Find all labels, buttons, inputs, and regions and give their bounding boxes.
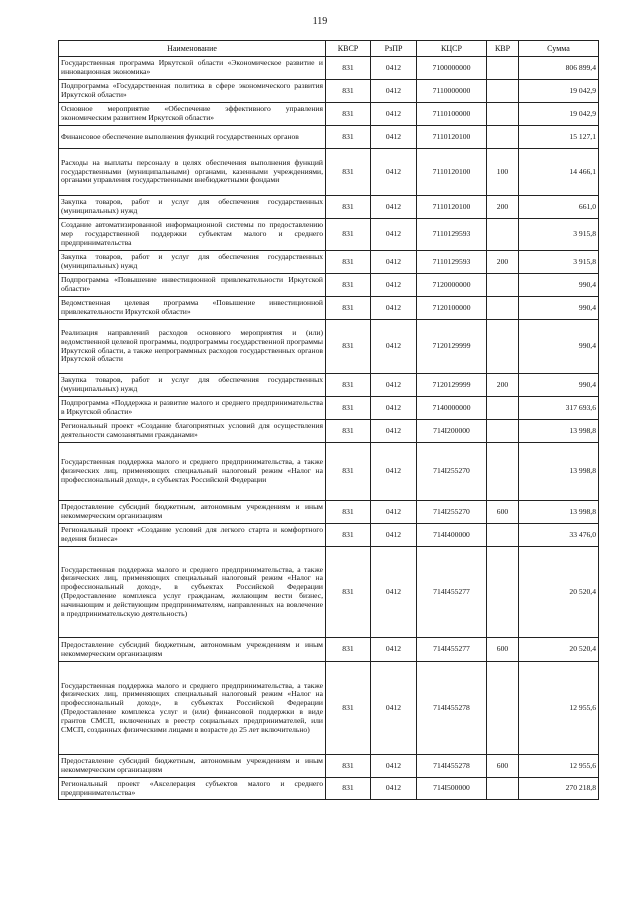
table-row <box>59 103 599 126</box>
cell-kcsr: 714I455278 <box>417 662 487 755</box>
cell-kvsr: 831 <box>326 251 371 274</box>
cell-sum: 13 998,8 <box>519 443 599 501</box>
cell-name: Подпрограмма «Повышение инвестиционной привлекательности Иркутской области» <box>59 274 326 297</box>
cell-name: Закупка товаров, работ и услуг для обеспечения государственных (муниципальных) нужд <box>59 196 326 219</box>
table-row <box>59 196 599 219</box>
table-row <box>59 251 599 274</box>
cell-kvsr: 831 <box>326 443 371 501</box>
cell-kvr <box>487 57 519 80</box>
cell-kcsr: 714I455277 <box>417 547 487 638</box>
cell-kvr <box>487 126 519 149</box>
table-row <box>59 778 599 800</box>
cell-rzpr: 0412 <box>371 397 417 420</box>
table-row <box>59 57 599 80</box>
cell-kcsr: 714I255270 <box>417 501 487 524</box>
cell-kvsr: 831 <box>326 320 371 374</box>
cell-kvsr: 831 <box>326 374 371 397</box>
header-name: Наименование <box>59 41 326 57</box>
cell-sum: 3 915,8 <box>519 219 599 251</box>
cell-rzpr: 0412 <box>371 149 417 196</box>
cell-kcsr: 7100000000 <box>417 57 487 80</box>
cell-name: Предоставление субсидий бюджетным, автономным учреждениям и иным некоммерческим организациям <box>59 501 326 524</box>
cell-sum: 13 998,8 <box>519 501 599 524</box>
table-row <box>59 297 599 320</box>
cell-rzpr: 0412 <box>371 320 417 374</box>
cell-name: Расходы на выплаты персоналу в целях обеспечения выполнения функций государственными (муниципальными) органами, казенными учреждениями, органами управления государственными внебюджетными фондами <box>59 149 326 196</box>
cell-rzpr: 0412 <box>371 374 417 397</box>
cell-kvr: 100 <box>487 149 519 196</box>
cell-kcsr: 714I455277 <box>417 638 487 662</box>
cell-kvsr: 831 <box>326 547 371 638</box>
cell-rzpr: 0412 <box>371 103 417 126</box>
cell-kvr <box>487 297 519 320</box>
header-kvsr: КВСР <box>326 41 371 57</box>
cell-name: Основное мероприятие «Обеспечение эффективного управления экономическим развитием Иркутской области» <box>59 103 326 126</box>
cell-kvsr: 831 <box>326 778 371 800</box>
cell-kvsr: 831 <box>326 274 371 297</box>
cell-sum: 14 466,1 <box>519 149 599 196</box>
cell-rzpr: 0412 <box>371 196 417 219</box>
table-row <box>59 420 599 443</box>
cell-kvsr: 831 <box>326 103 371 126</box>
table-row <box>59 638 599 662</box>
header-kcsr: КЦСР <box>417 41 487 57</box>
cell-kvsr: 831 <box>326 638 371 662</box>
cell-name: Закупка товаров, работ и услуг для обеспечения государственных (муниципальных) нужд <box>59 374 326 397</box>
cell-rzpr: 0412 <box>371 524 417 547</box>
budget-table <box>58 40 599 800</box>
cell-sum: 317 693,6 <box>519 397 599 420</box>
cell-kcsr: 7110120100 <box>417 126 487 149</box>
cell-sum: 661,0 <box>519 196 599 219</box>
cell-kcsr: 7120129999 <box>417 320 487 374</box>
cell-rzpr: 0412 <box>371 638 417 662</box>
cell-rzpr: 0412 <box>371 662 417 755</box>
cell-kvsr: 831 <box>326 297 371 320</box>
table-row <box>59 662 599 755</box>
cell-sum: 990,4 <box>519 297 599 320</box>
table-row <box>59 547 599 638</box>
cell-name: Предоставление субсидий бюджетным, автономным учреждениям и иным некоммерческим организациям <box>59 638 326 662</box>
cell-kvr <box>487 524 519 547</box>
table-row <box>59 274 599 297</box>
cell-kcsr: 7110120100 <box>417 196 487 219</box>
cell-kvsr: 831 <box>326 149 371 196</box>
cell-kvsr: 831 <box>326 126 371 149</box>
cell-kvsr: 831 <box>326 219 371 251</box>
header-kvr: КВР <box>487 41 519 57</box>
header-rzpr: РзПР <box>371 41 417 57</box>
cell-kvr <box>487 103 519 126</box>
cell-kvsr: 831 <box>326 397 371 420</box>
cell-sum: 20 520,4 <box>519 547 599 638</box>
cell-name: Предоставление субсидий бюджетным, автономным учреждениям и иным некоммерческим организациям <box>59 755 326 778</box>
header-sum: Сумма <box>519 41 599 57</box>
cell-sum: 3 915,8 <box>519 251 599 274</box>
cell-kcsr: 7120000000 <box>417 274 487 297</box>
cell-name: Реализация направлений расходов основного мероприятия и (или) ведомственной целевой программы, подпрограммы государственной программы Иркутской области, а также непрограммных расходов государственных органов Иркутской области <box>59 320 326 374</box>
cell-name: Подпрограмма «Поддержка и развитие малого и среднего предпринимательства в Иркутской области» <box>59 397 326 420</box>
cell-sum: 806 899,4 <box>519 57 599 80</box>
cell-kvr: 600 <box>487 638 519 662</box>
cell-kcsr: 714I455278 <box>417 755 487 778</box>
cell-kcsr: 7140000000 <box>417 397 487 420</box>
cell-kcsr: 7110129593 <box>417 251 487 274</box>
table-row <box>59 219 599 251</box>
table-row <box>59 443 599 501</box>
cell-kcsr: 7110000000 <box>417 80 487 103</box>
cell-kvr <box>487 662 519 755</box>
cell-sum: 990,4 <box>519 274 599 297</box>
cell-name: Государственная поддержка малого и среднего предпринимательства, а также физических лиц, применяющих специальный налоговый режим «Налог на профессиональный доход», в субъектах Российской Федерации (Предоставление комплекса услуг гражданам, желающим вести бизнес, начинающим и действующим предпринимателям, направленных на вовлечение в предпринимательскую деятельность) <box>59 547 326 638</box>
cell-rzpr: 0412 <box>371 547 417 638</box>
cell-kcsr: 714I500000 <box>417 778 487 800</box>
table-row <box>59 320 599 374</box>
table-row <box>59 755 599 778</box>
cell-sum: 990,4 <box>519 320 599 374</box>
cell-sum: 20 520,4 <box>519 638 599 662</box>
cell-kvr <box>487 778 519 800</box>
cell-kcsr: 714I400000 <box>417 524 487 547</box>
table-row <box>59 501 599 524</box>
cell-sum: 12 955,6 <box>519 662 599 755</box>
cell-name: Государственная программа Иркутской области «Экономическое развитие и инновационная экономика» <box>59 57 326 80</box>
cell-kvr: 600 <box>487 755 519 778</box>
cell-kvr: 200 <box>487 374 519 397</box>
cell-name: Закупка товаров, работ и услуг для обеспечения государственных (муниципальных) нужд <box>59 251 326 274</box>
cell-kcsr: 7120100000 <box>417 297 487 320</box>
cell-name: Региональный проект «Создание условий для легкого старта и комфортного ведения бизнеса» <box>59 524 326 547</box>
table-row <box>59 374 599 397</box>
table-body <box>59 57 599 800</box>
cell-name: Государственная поддержка малого и среднего предпринимательства, а также физических лиц, применяющих специальный налоговый режим «Налог на профессиональный доход», в субъектах Российской Федерации (Предоставление комплекса услуг и (или) финансовой поддержки в виде грантов СМСП, включенных в реестр социальных предпринимателей, или СМСП, созданных физическими лицами в возрасте до 25 лет включительно) <box>59 662 326 755</box>
cell-sum: 19 042,9 <box>519 80 599 103</box>
cell-kvr: 600 <box>487 501 519 524</box>
cell-kvsr: 831 <box>326 80 371 103</box>
cell-rzpr: 0412 <box>371 57 417 80</box>
cell-rzpr: 0412 <box>371 126 417 149</box>
table-row <box>59 80 599 103</box>
table-row <box>59 397 599 420</box>
cell-kvr: 200 <box>487 251 519 274</box>
cell-kvr <box>487 397 519 420</box>
cell-rzpr: 0412 <box>371 501 417 524</box>
table-row <box>59 126 599 149</box>
cell-kvr <box>487 80 519 103</box>
cell-kvsr: 831 <box>326 755 371 778</box>
cell-name: Финансовое обеспечение выполнения функций государственных органов <box>59 126 326 149</box>
cell-sum: 19 042,9 <box>519 103 599 126</box>
cell-rzpr: 0412 <box>371 80 417 103</box>
cell-kvsr: 831 <box>326 524 371 547</box>
cell-rzpr: 0412 <box>371 778 417 800</box>
cell-kvsr: 831 <box>326 57 371 80</box>
cell-sum: 990,4 <box>519 374 599 397</box>
page-number: 119 <box>312 16 328 27</box>
cell-rzpr: 0412 <box>371 443 417 501</box>
cell-kcsr: 714I200000 <box>417 420 487 443</box>
cell-name: Создание автоматизированной информационной системы по предоставлению мер государственной поддержки субъектам малого и среднего предпринимательства <box>59 219 326 251</box>
cell-kvsr: 831 <box>326 420 371 443</box>
cell-kvr <box>487 443 519 501</box>
cell-kcsr: 7110100000 <box>417 103 487 126</box>
table-header-row <box>59 41 599 57</box>
cell-kcsr: 7110129593 <box>417 219 487 251</box>
cell-name: Государственная поддержка малого и среднего предпринимательства, а также физических лиц, применяющих специальный налоговый режим «Налог на профессиональный доход», в субъектах Российской Федерации <box>59 443 326 501</box>
cell-kvr <box>487 274 519 297</box>
cell-rzpr: 0412 <box>371 297 417 320</box>
table-row <box>59 524 599 547</box>
cell-kvr <box>487 320 519 374</box>
cell-kvr <box>487 219 519 251</box>
cell-rzpr: 0412 <box>371 251 417 274</box>
cell-name: Региональный проект «Создание благоприятных условий для осуществления деятельности самозанятыми гражданами» <box>59 420 326 443</box>
cell-kvsr: 831 <box>326 196 371 219</box>
cell-rzpr: 0412 <box>371 274 417 297</box>
cell-sum: 33 476,0 <box>519 524 599 547</box>
cell-kcsr: 7120129999 <box>417 374 487 397</box>
cell-kvr <box>487 547 519 638</box>
cell-sum: 15 127,1 <box>519 126 599 149</box>
cell-sum: 12 955,6 <box>519 755 599 778</box>
cell-name: Подпрограмма «Государственная политика в сфере экономического развития Иркутской области» <box>59 80 326 103</box>
cell-rzpr: 0412 <box>371 755 417 778</box>
cell-kcsr: 7110120100 <box>417 149 487 196</box>
cell-kvr <box>487 420 519 443</box>
cell-kvsr: 831 <box>326 662 371 755</box>
cell-sum: 270 218,8 <box>519 778 599 800</box>
cell-rzpr: 0412 <box>371 219 417 251</box>
cell-rzpr: 0412 <box>371 420 417 443</box>
cell-kvsr: 831 <box>326 501 371 524</box>
cell-name: Региональный проект «Акселерация субъектов малого и среднего предпринимательства» <box>59 778 326 800</box>
cell-sum: 13 998,8 <box>519 420 599 443</box>
cell-name: Ведомственная целевая программа «Повышение инвестиционной привлекательности Иркутской области» <box>59 297 326 320</box>
table-row <box>59 149 599 196</box>
cell-kvr: 200 <box>487 196 519 219</box>
cell-kcsr: 714I255270 <box>417 443 487 501</box>
